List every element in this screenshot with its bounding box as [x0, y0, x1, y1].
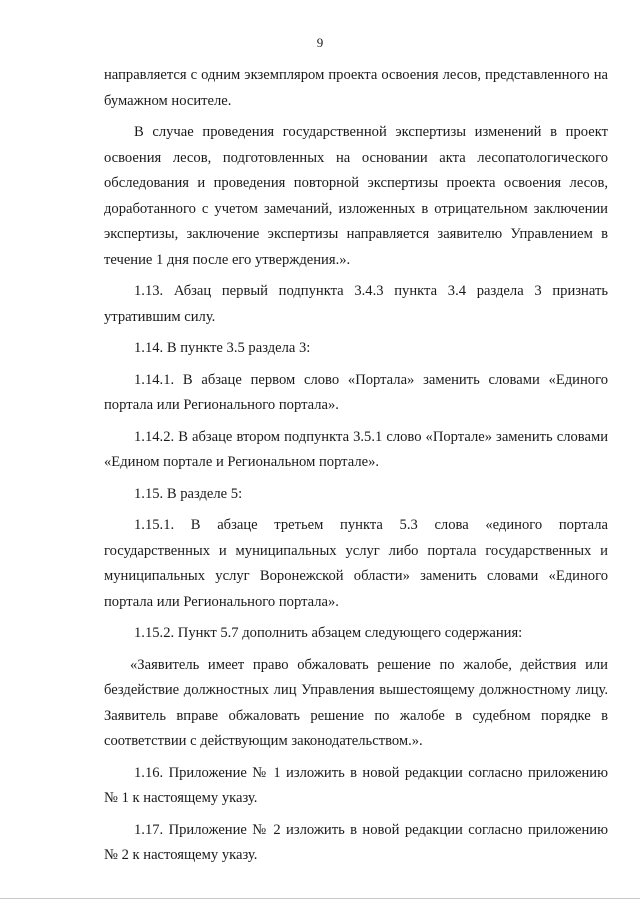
- paragraph-expertise: В случае проведения государственной экспертизы изменений в проект освоения лесов, подготовленных на основании акта лесопатологического обследования и проведения повторной экспертизы проекта освоения лесов, доработанного с учетом замечаний, изложенных в отрицательном заключении экспертизы, заключение экспертизы направляется заявителю Управлением в течение 1 дня после его утверждения.».: [104, 124, 608, 268]
- paragraph-1-13: 1.13. Абзац первый подпункта 3.4.3 пункта 3.4 раздела 3 признать утратившим силу.: [104, 283, 608, 325]
- paragraph-1-14-1: 1.14.1. В абзаце первом слово «Портала» заменить словами «Единого портала или Регионального портала».: [104, 371, 608, 413]
- paragraph-1-15-2: 1.15.2. Пункт 5.7 дополнить абзацем следующего содержания:: [134, 625, 523, 641]
- paragraph-1-15-1: 1.15.1. В абзаце третьем пункта 5.3 слова «единого портала государственных и муниципальных услуг либо портала государственных и муниципальных услуг Воронежской области» заменить словами «Единого портала или Регионального портала».: [104, 517, 608, 610]
- paragraph-1-14-2: 1.14.2. В абзаце втором подпункта 3.5.1 слово «Портале» заменить словами «Едином портале и Региональном портале».: [104, 428, 608, 470]
- paragraph-continuation: направляется с одним экземпляром проекта освоения лесов, представленного на бумажном носителе.: [104, 67, 608, 109]
- paragraph-1-14: 1.14. В пункте 3.5 раздела 3:: [134, 340, 311, 356]
- page-number: 9: [316, 35, 324, 50]
- paragraph-quoted-amendment: «Заявитель имеет право обжаловать решение по жалобе, действия или бездействие должностных лиц Управления вышестоящему должностному лицу. Заявитель вправе обжаловать решение по жалобе в судебном порядке в соответствии с действующим законодательством.».: [104, 656, 608, 749]
- page-bottom-edge: [0, 898, 640, 899]
- paragraph-1-16: 1.16. Приложение № 1 изложить в новой редакции согласно приложению № 1 к настоящему указу.: [104, 764, 608, 806]
- paragraph-1-15: 1.15. В разделе 5:: [134, 485, 243, 502]
- document-body: [104, 63, 608, 875]
- paragraph-1-17: 1.17. Приложение № 2 изложить в новой редакции согласно приложению № 2 к настоящему указу.: [104, 821, 608, 863]
